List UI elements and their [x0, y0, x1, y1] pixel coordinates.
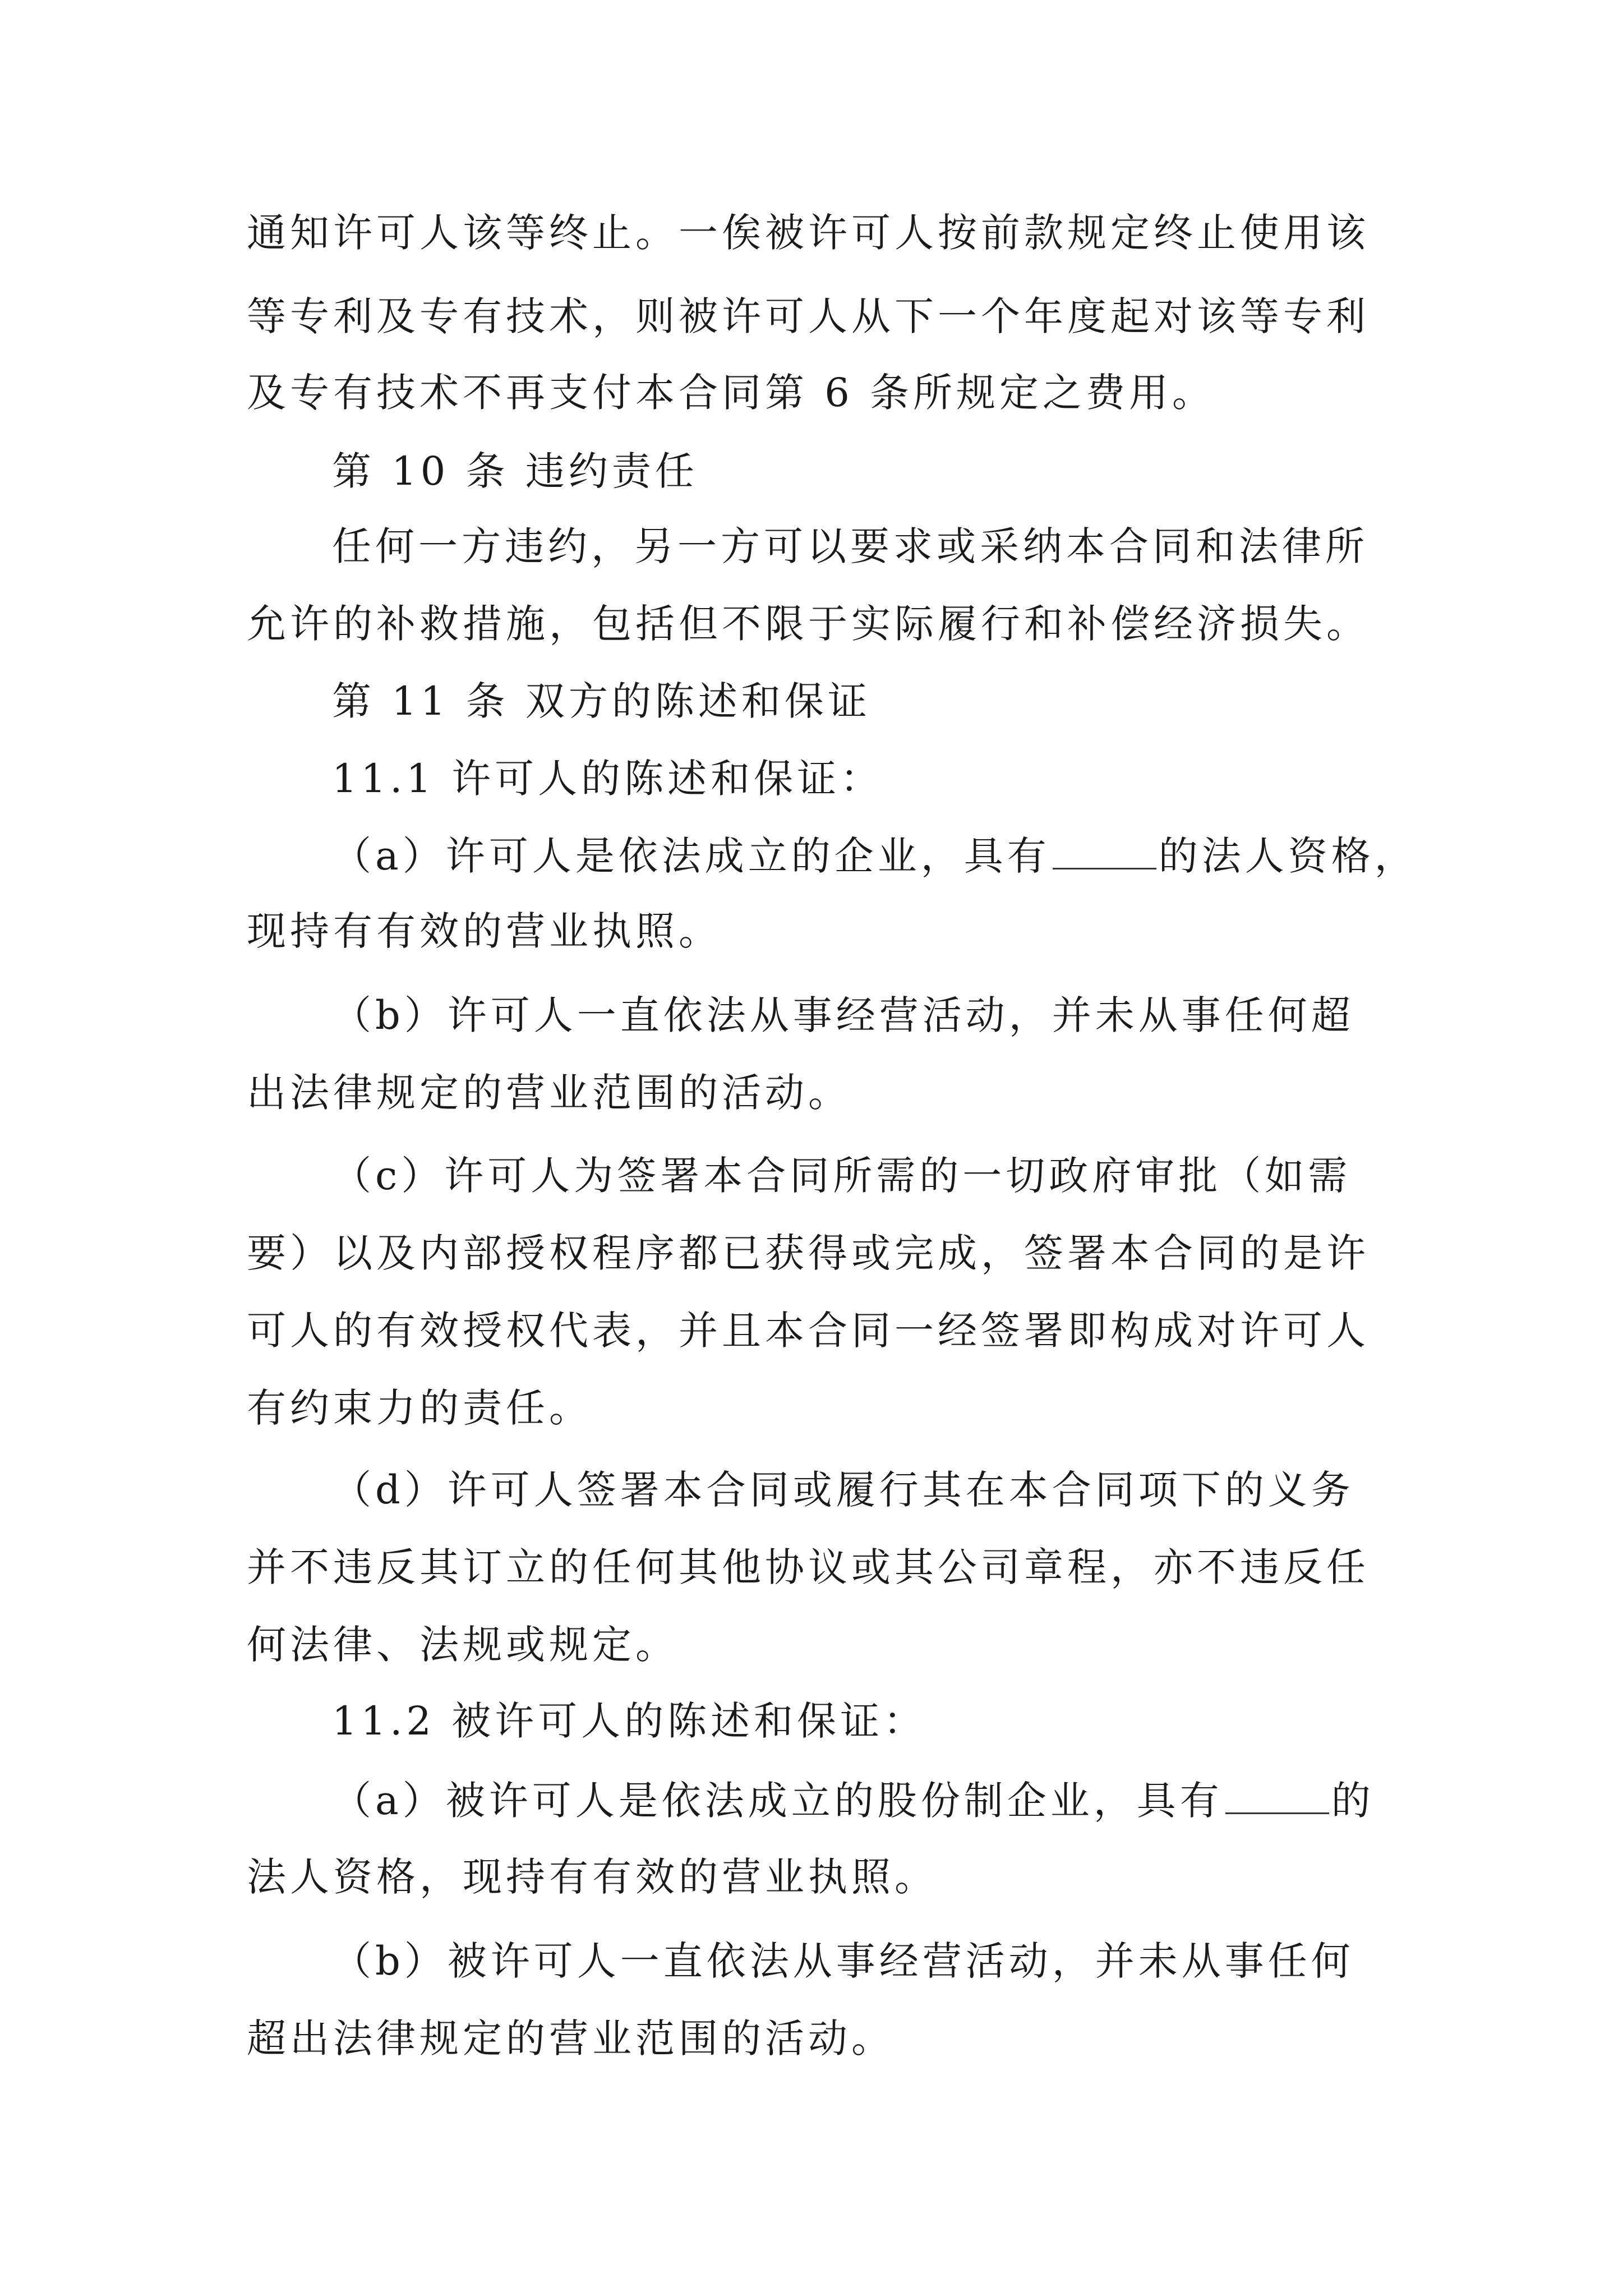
clause-line: （b）被许可人一直依法从事经营活动，并未从事任何 [332, 1938, 1354, 1984]
paragraph-line: 要）以及内部授权程序都已获得或完成，签署本合同的是许 [247, 1230, 1370, 1276]
clause-line [332, 828, 1418, 884]
paragraph-line: 可人的有效授权代表，并且本合同一经签署即构成对许可人 [247, 1308, 1370, 1354]
clause-line [332, 1773, 1375, 1829]
paragraph-line: 等专利及专有技术，则被许可人从下一个年度起对该等专利 [247, 293, 1370, 339]
fill-in-blank [1225, 1778, 1329, 1814]
clause-line: （b）许可人一直依法从事经营活动，并未从事任何超 [332, 992, 1354, 1038]
paragraph-line: 出法律规定的营业范围的活动。 [247, 1070, 851, 1116]
paragraph-line: 并不违反其订立的任何其他协议或其公司章程，亦不违反任 [247, 1544, 1370, 1590]
section-heading: 11.1 许可人的陈述和保证： [332, 756, 884, 802]
paragraph-line: 现持有有效的营业执照。 [247, 908, 722, 954]
clause-text-after-blank: 的 [1331, 1778, 1375, 1824]
paragraph-line: 通知许可人该等终止。一俟被许可人按前款规定终止使用该 [247, 210, 1370, 256]
fill-in-blank [1053, 833, 1156, 869]
paragraph-line: 及专有技术不再支付本合同第 6 条所规定之费用。 [247, 370, 1216, 416]
paragraph-line: 有约束力的责任。 [247, 1385, 592, 1431]
clause-text-before-blank: （a）许可人是依法成立的企业，具有 [332, 833, 1050, 879]
paragraph-line: 任何一方违约，另一方可以要求或采纳本合同和法律所 [332, 523, 1368, 569]
clause-line: （c）许可人为签署本合同所需的一切政府审批（如需 [332, 1153, 1352, 1199]
paragraph-line: 法人资格，现持有有效的营业执照。 [247, 1854, 938, 1900]
clause-text-after-blank: 的法人资格， [1158, 833, 1418, 879]
clause-text-before-blank: （a）被许可人是依法成立的股份制企业，具有 [332, 1778, 1223, 1824]
paragraph-line: 超出法律规定的营业范围的活动。 [247, 2016, 895, 2062]
paragraph-line: 何法律、法规或规定。 [247, 1622, 679, 1668]
clause-line: （d）许可人签署本合同或履行其在本合同项下的义务 [332, 1467, 1354, 1513]
section-heading: 11.2 被许可人的陈述和保证： [332, 1698, 927, 1744]
article-heading: 第 10 条 违约责任 [332, 448, 698, 494]
paragraph-line: 允许的补救措施，包括但不限于实际履行和补偿经济损失。 [247, 601, 1370, 647]
article-heading: 第 11 条 双方的陈述和保证 [332, 678, 871, 724]
